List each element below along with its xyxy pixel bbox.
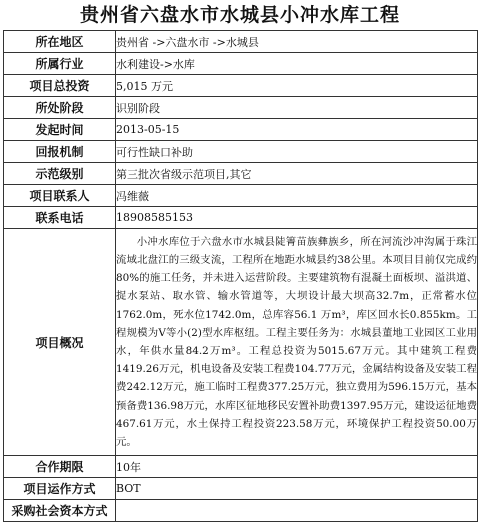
region-label: 所在地区	[4, 31, 116, 53]
industry-label: 所属行业	[4, 53, 116, 75]
row-overview	[4, 229, 478, 456]
cooperation-term-label: 合作期限	[4, 456, 116, 478]
row-procurement-method	[4, 500, 478, 522]
contact-person-value: 冯维薇	[116, 185, 478, 207]
project-info-table	[3, 30, 478, 522]
operation-mode-label: 项目运作方式	[4, 478, 116, 500]
stage-value: 识别阶段	[116, 97, 478, 119]
row-stage	[4, 97, 478, 119]
row-investment	[4, 75, 478, 97]
procurement-method-label: 采购社会资本方式	[4, 500, 116, 522]
overview-label: 项目概况	[4, 229, 116, 456]
row-return-mechanism	[4, 141, 478, 163]
row-industry	[4, 53, 478, 75]
row-region	[4, 31, 478, 53]
procurement-method-value	[116, 500, 478, 522]
return-mechanism-label: 回报机制	[4, 141, 116, 163]
contact-phone-value: 18908585153	[116, 207, 478, 229]
industry-value: 水利建设->水库	[116, 53, 478, 75]
cooperation-term-value: 10年	[116, 456, 478, 478]
start-date-value: 2013-05-15	[116, 119, 478, 141]
overview-text: 小冲水库位于六盘水市水城县陡箐苗族彝族乡，所在河流沙冲沟属于珠江流域北盘江的三级支流，工程所在地距水城县约38公里。本项目目前仅完成约80%的施工任务，并未进入运营阶段。主要建筑物有混凝土面板坝、溢洪道、捉水泵站、取水管、输水管道等，大坝设计最大坝高32.7m，正常蓄水位1762.0m，死水位1742.0m，总库容56.1 万m³，库区回水长0.855km。工程规模为Ⅴ等小(2)型水库枢纽。工程主要任务为：水城县董地工业园区工业用水，年供水量84.2万m³。工程总投资为5015.67万元。其中建筑工程费1419.26万元，机电设备及安装工程费104.77万元，金属结构设备及安装工程费242.12万元，施工临时工程费377.25万元，独立费用为596.15万元，基本预备费136.98万元，水库区征地移民安置补助费1397.95万元，建设运征地费467.61万元，水土保持工程投资223.58万元，环境保护工程投资50.00万元。	[116, 229, 478, 456]
stage-label: 所处阶段	[4, 97, 116, 119]
demo-level-label: 示范级别	[4, 163, 116, 185]
investment-label: 项目总投资	[4, 75, 116, 97]
contact-phone-label: 联系电话	[4, 207, 116, 229]
page-title: 贵州省六盘水市水城县小冲水库工程	[79, 4, 400, 26]
contact-person-label: 项目联系人	[4, 185, 116, 207]
row-operation-mode	[4, 478, 478, 500]
row-contact-person	[4, 185, 478, 207]
operation-mode-value: BOT	[116, 478, 478, 500]
row-demo-level	[4, 163, 478, 185]
investment-value: 5,015 万元	[116, 75, 478, 97]
row-contact-phone	[4, 207, 478, 229]
row-cooperation-term	[4, 456, 478, 478]
region-value: 贵州省 ->六盘水市 ->水城县	[116, 31, 478, 53]
demo-level-value: 第三批次省级示范项目,其它	[116, 163, 478, 185]
row-start-date	[4, 119, 478, 141]
start-date-label: 发起时间	[4, 119, 116, 141]
return-mechanism-value: 可行性缺口补助	[116, 141, 478, 163]
